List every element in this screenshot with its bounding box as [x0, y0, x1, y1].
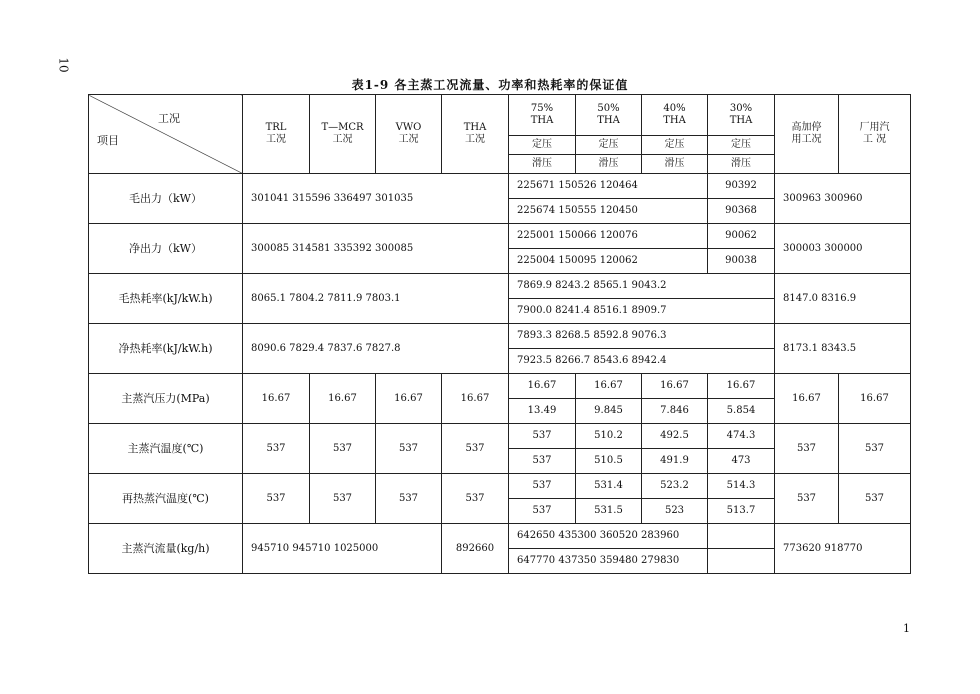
cell-fixed-75: 16.67	[509, 374, 576, 399]
row-sliding-values: 7923.5 8266.7 8543.6 8942.4	[509, 349, 775, 374]
row-values-left: 8065.1 7804.2 7811.9 7803.1	[243, 274, 509, 324]
cell-plant: 537	[839, 424, 911, 474]
table-row	[89, 324, 911, 349]
row-values-left: 300085 314581 335392 300085	[243, 224, 509, 274]
cell-vwo: 16.67	[376, 374, 442, 424]
header-fixed-pressure: 定压	[509, 136, 576, 155]
row-sliding-30: 90038	[708, 249, 775, 274]
header-tha-40: 40% THA	[642, 95, 708, 136]
cell-fixed-50: 16.67	[576, 374, 642, 399]
header-fixed-pressure: 定压	[708, 136, 775, 155]
row-values-right: 773620 918770	[775, 524, 911, 574]
table-row	[89, 174, 911, 199]
cell-sliding-30: 5.854	[708, 399, 775, 424]
header-tha-75: 75% THA	[509, 95, 576, 136]
cell-sliding-40: 523	[642, 499, 708, 524]
page-number: 1	[903, 622, 910, 635]
row-label: 主蒸汽温度(℃)	[89, 424, 243, 474]
row-fixed-values: 225001 150066 120076	[509, 224, 708, 249]
cell-plant: 16.67	[839, 374, 911, 424]
cell-sliding-30: 473	[708, 449, 775, 474]
table-row	[89, 374, 911, 399]
cell-fixed-75: 537	[509, 474, 576, 499]
header-fixed-pressure: 定压	[642, 136, 708, 155]
header-vwo: VWO 工况	[376, 95, 442, 174]
cell-trl: 16.67	[243, 374, 310, 424]
row-fixed-values: 642650 435300 360520 283960	[509, 524, 708, 549]
header-tha-30: 30% THA	[708, 95, 775, 136]
cell-fixed-40: 16.67	[642, 374, 708, 399]
row-label: 再热蒸汽温度(℃)	[89, 474, 243, 524]
guarantee-values-table	[88, 94, 911, 574]
table-row	[89, 224, 911, 249]
header-sliding-pressure: 滑压	[642, 155, 708, 174]
row-fixed-30: 90062	[708, 224, 775, 249]
row-label: 净热耗率(kJ/kW.h)	[89, 324, 243, 374]
row-values-right: 300963 300960	[775, 174, 911, 224]
cell-tha: 16.67	[442, 374, 509, 424]
cell-vwo: 537	[376, 474, 442, 524]
row-sliding-values: 7900.0 8241.4 8516.1 8909.7	[509, 299, 775, 324]
cell-hp: 537	[775, 474, 839, 524]
table-row	[89, 474, 911, 499]
header-sliding-pressure: 滑压	[708, 155, 775, 174]
row-sliding-values: 225004 150095 120062	[509, 249, 708, 274]
cell-tmcr: 16.67	[310, 374, 376, 424]
row-sliding-values: 647770 437350 359480 279830	[509, 549, 708, 574]
header-sliding-pressure: 滑压	[509, 155, 576, 174]
row-values-left: 301041 315596 336497 301035	[243, 174, 509, 224]
row-label: 毛出力（kW）	[89, 174, 243, 224]
row-sliding-values: 225674 150555 120450	[509, 199, 708, 224]
header-condition-label: 工况	[158, 112, 180, 125]
table-row	[89, 274, 911, 299]
header-item-label: 项目	[97, 134, 119, 147]
table-row	[89, 424, 911, 449]
cell-vwo: 537	[376, 424, 442, 474]
cell-sliding-50: 510.5	[576, 449, 642, 474]
cell-fixed-30: 514.3	[708, 474, 775, 499]
header-tha: THA 工况	[442, 95, 509, 174]
header-tha-50: 50% THA	[576, 95, 642, 136]
header-fixed-pressure: 定压	[576, 136, 642, 155]
cell-trl: 537	[243, 474, 310, 524]
cell-tmcr: 537	[310, 474, 376, 524]
diagonal-header-cell	[89, 95, 243, 174]
table-row	[89, 524, 911, 549]
header-trl: TRL 工况	[243, 95, 310, 174]
cell-tha: 537	[442, 424, 509, 474]
cell-tha: 537	[442, 474, 509, 524]
row-fixed-values: 7869.9 8243.2 8565.1 9043.2	[509, 274, 775, 299]
row-values-left: 8090.6 7829.4 7837.6 7827.8	[243, 324, 509, 374]
row-fixed-values: 7893.3 8268.5 8592.8 9076.3	[509, 324, 775, 349]
cell-sliding-75: 13.49	[509, 399, 576, 424]
row-fixed-values: 225671 150526 120464	[509, 174, 708, 199]
cell-sliding-30	[708, 549, 775, 574]
cell-sliding-30: 513.7	[708, 499, 775, 524]
cell-sliding-50: 9.845	[576, 399, 642, 424]
cell-sliding-40: 491.9	[642, 449, 708, 474]
cell-sliding-50: 531.5	[576, 499, 642, 524]
row-values-left: 945710 945710 1025000	[243, 524, 442, 574]
cell-fixed-30: 16.67	[708, 374, 775, 399]
table-title: 表1-9 各主蒸工况流量、功率和热耗率的保证值	[351, 78, 629, 92]
cell-hp: 537	[775, 424, 839, 474]
cell-sliding-75: 537	[509, 499, 576, 524]
cell-fixed-50: 510.2	[576, 424, 642, 449]
row-label: 主蒸汽压力(MPa)	[89, 374, 243, 424]
header-tmcr: T—MCR 工况	[310, 95, 376, 174]
cell-plant: 537	[839, 474, 911, 524]
row-values-right: 8147.0 8316.9	[775, 274, 911, 324]
header-plant-steam: 厂用汽 工 况	[839, 95, 911, 174]
cell-trl: 537	[243, 424, 310, 474]
side-page-number: 10	[56, 57, 71, 73]
cell-fixed-30: 474.3	[708, 424, 775, 449]
cell-sliding-75: 537	[509, 449, 576, 474]
row-label: 毛热耗率(kJ/kW.h)	[89, 274, 243, 324]
header-sliding-pressure: 滑压	[576, 155, 642, 174]
row-fixed-30: 90392	[708, 174, 775, 199]
cell-tmcr: 537	[310, 424, 376, 474]
cell-hp: 16.67	[775, 374, 839, 424]
cell-tha: 892660	[442, 524, 509, 574]
cell-fixed-40: 492.5	[642, 424, 708, 449]
row-values-right: 300003 300000	[775, 224, 911, 274]
cell-sliding-40: 7.846	[642, 399, 708, 424]
row-sliding-30: 90368	[708, 199, 775, 224]
cell-fixed-75: 537	[509, 424, 576, 449]
header-row	[89, 95, 911, 136]
cell-fixed-50: 531.4	[576, 474, 642, 499]
cell-fixed-40: 523.2	[642, 474, 708, 499]
row-values-right: 8173.1 8343.5	[775, 324, 911, 374]
cell-fixed-30	[708, 524, 775, 549]
header-hp-heater-off: 高加停 用工况	[775, 95, 839, 174]
row-label: 主蒸汽流量(kg/h)	[89, 524, 243, 574]
row-label: 净出力（kW）	[89, 224, 243, 274]
